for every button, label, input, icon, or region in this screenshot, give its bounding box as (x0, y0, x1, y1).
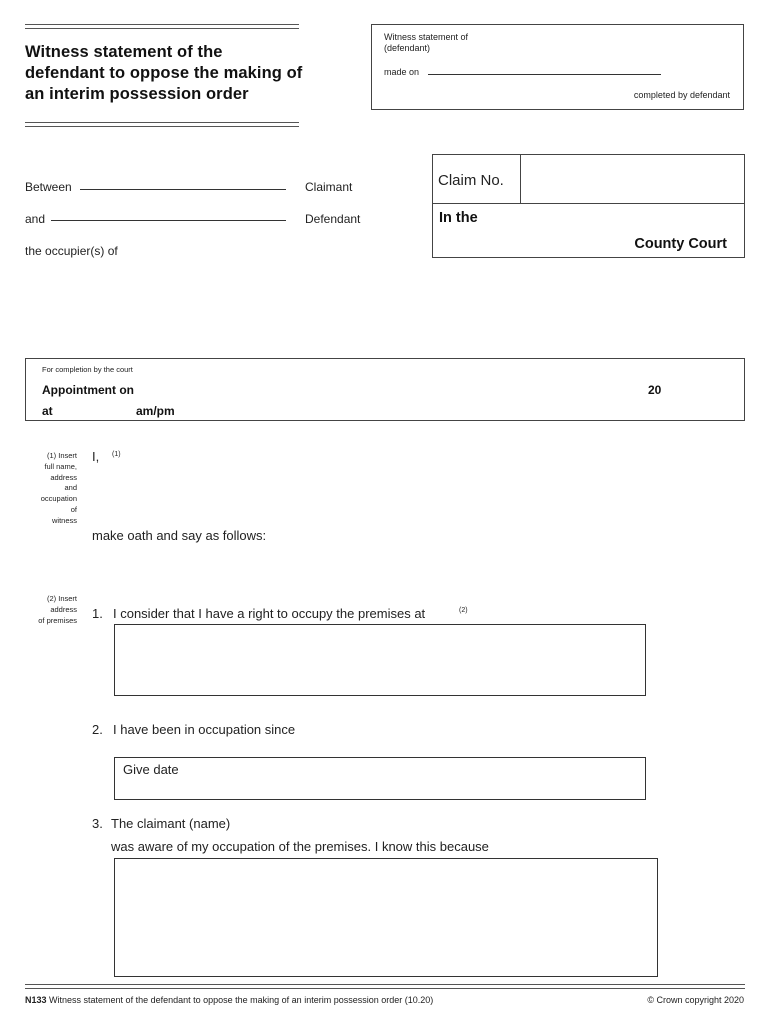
item1-text: I consider that I have a right to occupy the premises at (113, 606, 426, 621)
claim-box-divider (433, 203, 744, 204)
made-on-field[interactable] (428, 74, 661, 75)
footer-text (25, 995, 433, 1005)
title-rule-bottom (25, 122, 299, 127)
defendant-name-field[interactable] (51, 220, 286, 221)
note1-line: of (70, 504, 77, 514)
item3-text: The claimant (name) (111, 816, 231, 831)
appointment-label: Appointment on (42, 383, 134, 397)
margin-note-2 (20, 594, 77, 626)
item3-number: 3. (92, 816, 103, 831)
margin-note-1 (20, 451, 77, 527)
claim-no-field[interactable] (521, 155, 744, 203)
note2-line: (2) Insert (46, 594, 77, 603)
item3-text-continued: was aware of my occupation of the premises. I know this because (111, 839, 489, 854)
footer-form-title: Witness statement of the defendant to oppose the making of an interim possession order (10.20) (49, 995, 434, 1005)
statement-of-label: Witness statement of (384, 32, 469, 42)
item1-number: 1. (92, 606, 103, 621)
note2-line: of premises (38, 615, 77, 625)
note2-line: address (50, 604, 77, 614)
year-label: 20 (648, 383, 662, 397)
in-the-label: In the (439, 210, 478, 226)
note1-line: witness (51, 515, 77, 525)
form-code: N133 (25, 995, 47, 1005)
item2-text: I have been in occupation since (113, 722, 296, 737)
i-label: I, (92, 449, 100, 464)
premises-address-input[interactable] (114, 624, 646, 696)
ref-marker-1: (1) (112, 451, 121, 458)
at-label: at (42, 404, 53, 418)
note1-line: full name, (44, 461, 77, 471)
claimant-awareness-input[interactable] (114, 858, 658, 977)
statement-reference-box (371, 24, 744, 110)
form-title-line2: defendant to oppose the making of (25, 64, 303, 82)
county-court-label: County Court (634, 236, 727, 252)
footer-rule (25, 984, 745, 989)
claimant-name-field[interactable] (80, 189, 286, 190)
oath-text: make oath and say as follows: (92, 528, 267, 543)
form-title-line3: an interim possession order (25, 85, 249, 103)
note1-line: occupation (40, 494, 77, 504)
give-date-placeholder: Give date (123, 762, 179, 777)
between-label: Between (25, 180, 72, 194)
claimant-label: Claimant (305, 180, 353, 194)
note1-line: (1) Insert (46, 451, 77, 460)
defendant-sub-label: (defendant) (384, 43, 431, 53)
occupiers-label: the occupier(s) of (25, 244, 118, 258)
occupation-date-input[interactable] (114, 757, 646, 800)
made-on-label: made on (384, 67, 420, 77)
title-rule-top (25, 24, 299, 29)
ref-marker-2: (2) (459, 607, 468, 614)
item2-number: 2. (92, 722, 103, 737)
claim-no-cell (433, 155, 521, 203)
claim-box (432, 154, 745, 258)
witness-details-field[interactable] (130, 448, 740, 518)
ampm-label: am/pm (136, 404, 175, 418)
form-title-line1: Witness statement of the (25, 43, 223, 61)
completed-by-label: completed by defendant (633, 90, 730, 100)
note1-line: address (50, 472, 77, 482)
court-completion-heading: For completion by the court (42, 365, 133, 374)
note1-line: and (64, 483, 77, 493)
copyright: © Crown copyright 2020 (647, 995, 744, 1005)
defendant-label: Defendant (305, 212, 361, 226)
and-label: and (25, 212, 46, 226)
claim-no-label: Claim No. (438, 172, 504, 189)
form-title (25, 42, 345, 105)
court-completion-box (25, 358, 745, 421)
